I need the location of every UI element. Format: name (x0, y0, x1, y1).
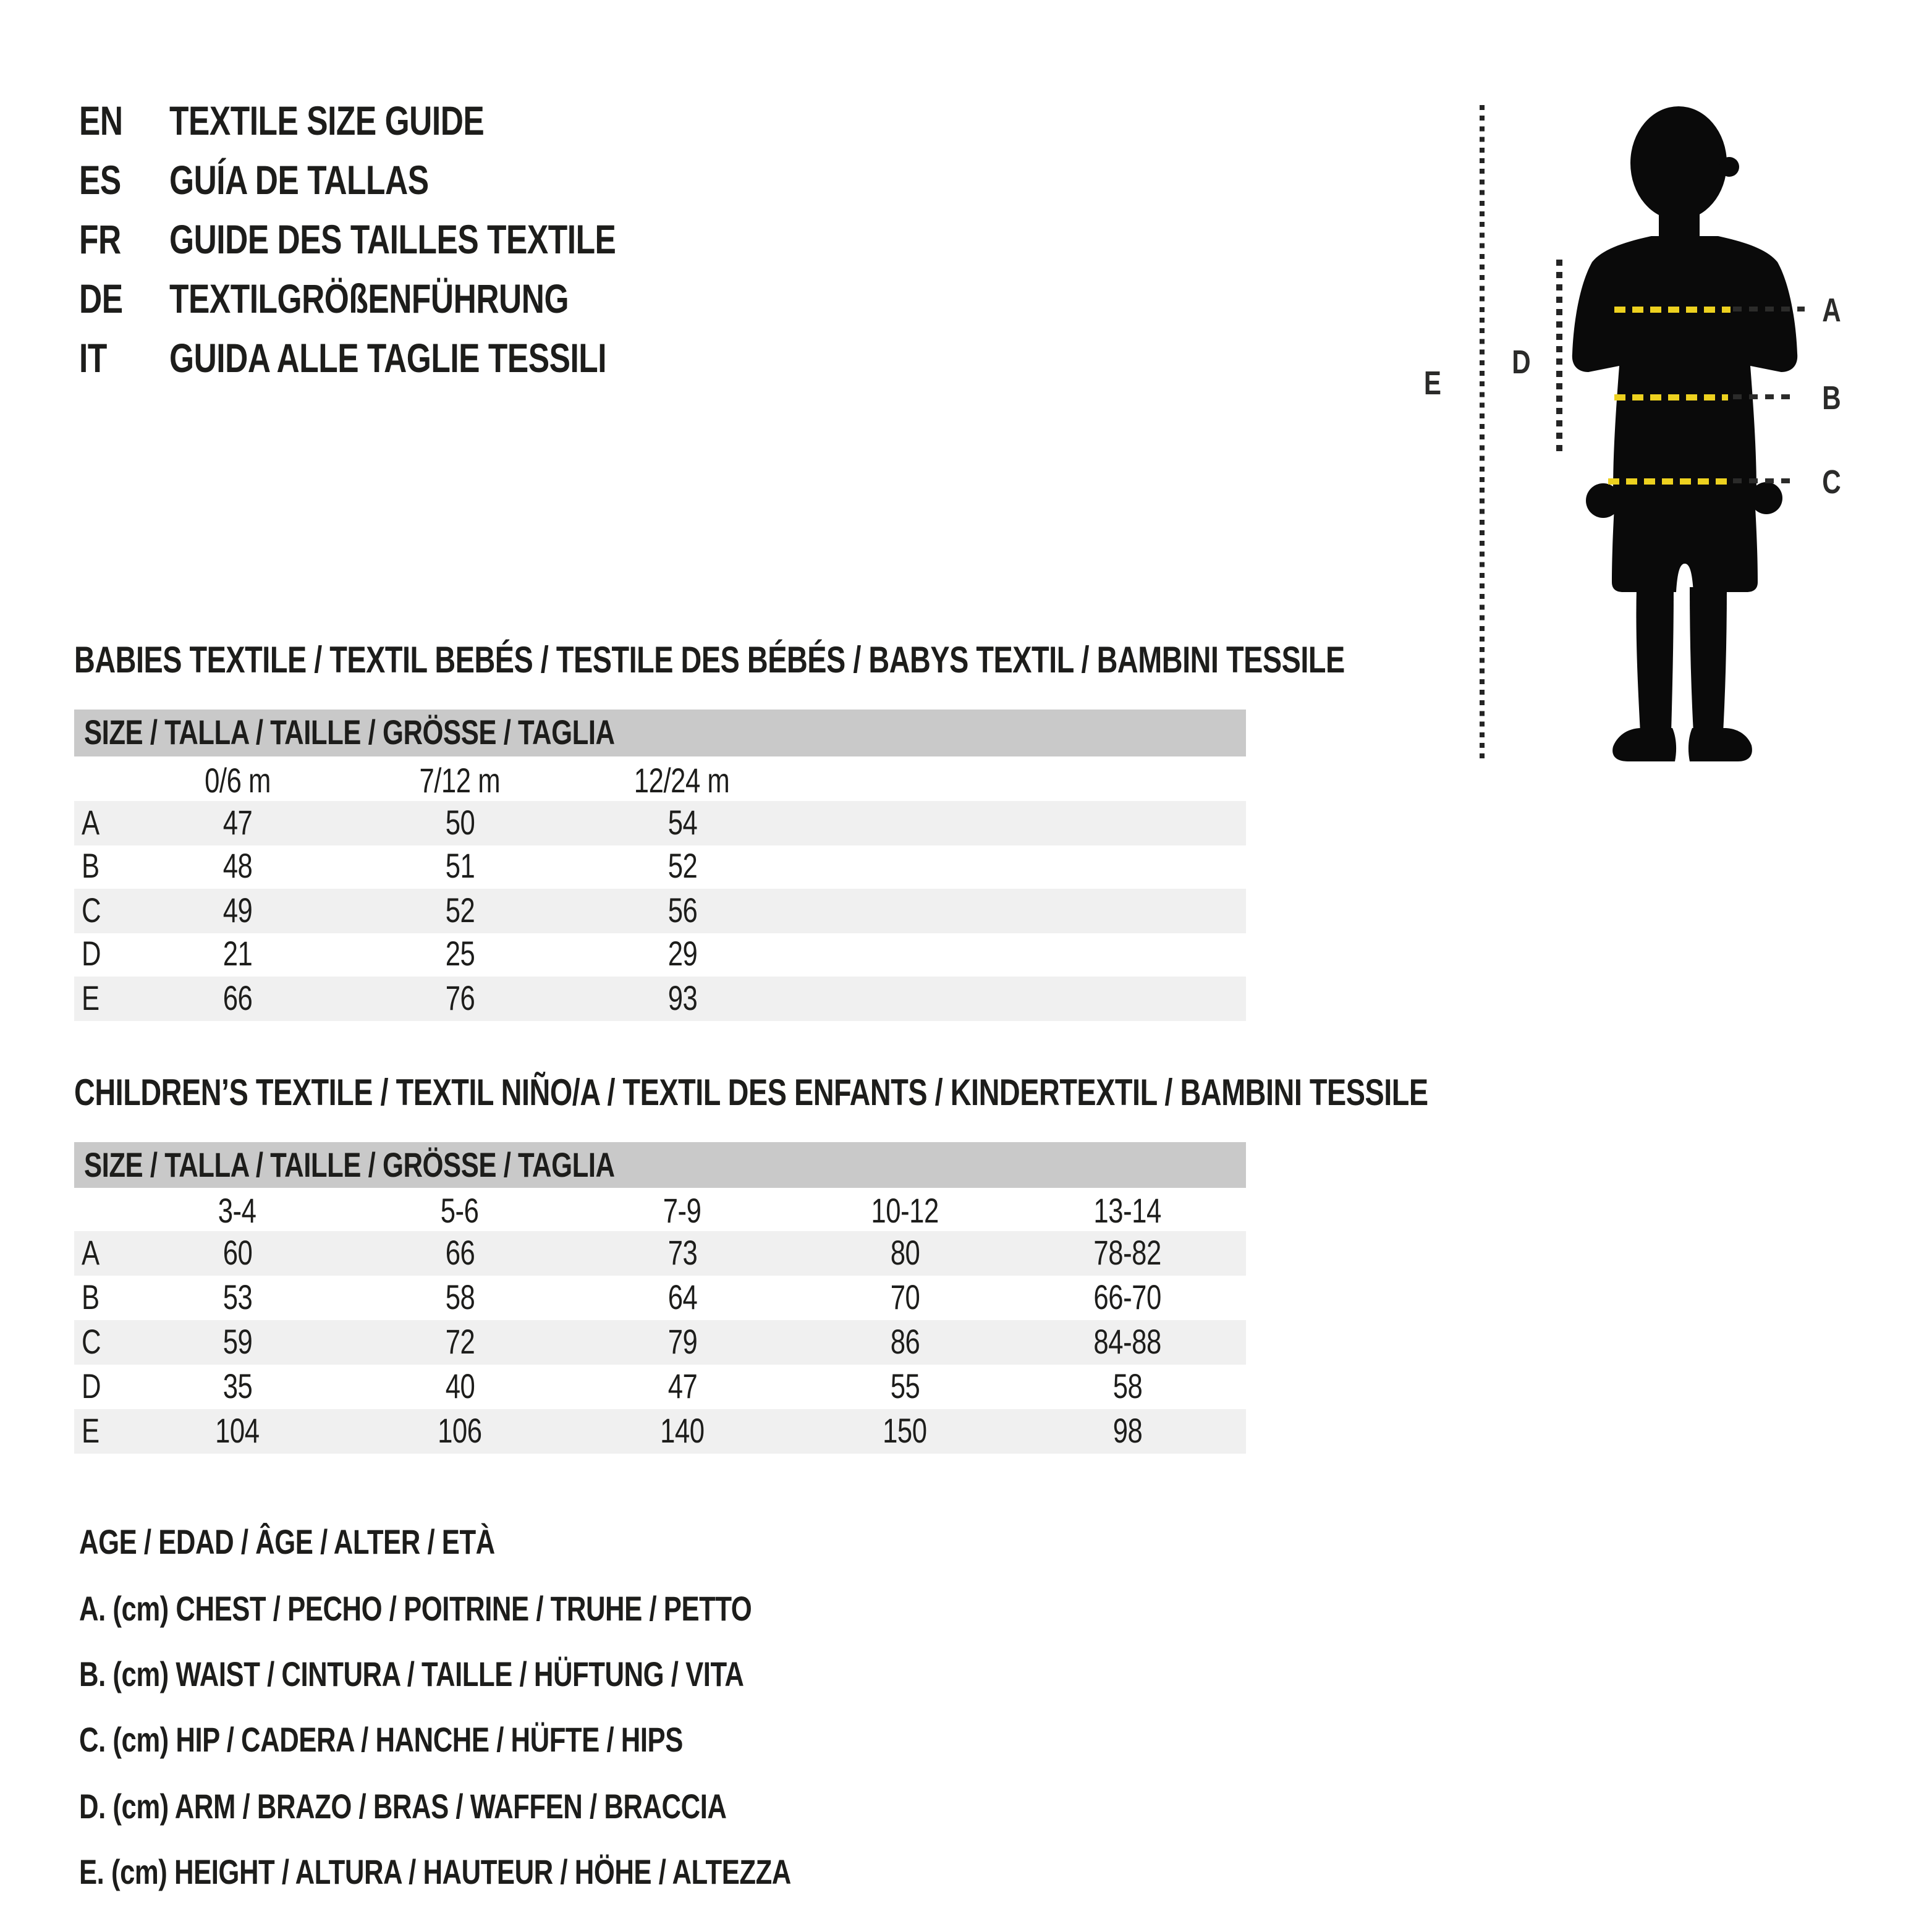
column-header: 3-4 (218, 1192, 256, 1230)
language-row-es (0, 151, 939, 210)
row-label: C (82, 891, 101, 930)
table-cell: 80 (890, 1234, 920, 1272)
table-cell: 140 (660, 1412, 705, 1450)
table-row-a (74, 801, 1246, 845)
language-row-fr (0, 210, 939, 269)
column-header: 7-9 (663, 1192, 701, 1230)
row-label: B (82, 847, 100, 886)
table-cell: 79 (667, 1323, 697, 1361)
legend-line-age: AGE / EDAD / ÂGE / ALTER / ETÀ (79, 1523, 495, 1561)
table-cell: 76 (445, 978, 475, 1017)
table-cell: 21 (222, 934, 252, 973)
measure-label-e: E (1423, 365, 1441, 402)
table-cell: 40 (445, 1367, 475, 1405)
language-code: DE (79, 276, 123, 321)
table-row-d (74, 933, 1246, 977)
language-code: ES (79, 157, 121, 203)
hip-line-yellow-c (1608, 478, 1727, 484)
row-label: A (82, 803, 100, 842)
hip-line-connector-c (1733, 478, 1797, 483)
child-silhouette-image (1570, 105, 1800, 763)
language-code: IT (79, 335, 107, 381)
measure-label-b: B (1822, 379, 1841, 417)
column-header: 7/12 m (419, 761, 501, 800)
table-cell: 66-70 (1093, 1278, 1161, 1316)
table-cell: 66 (222, 978, 252, 1017)
babies-size-table (74, 637, 1345, 1026)
table-cell: 58 (445, 1278, 475, 1316)
legend-line-arm: D. (cm) ARM / BRAZO / BRAS / WAFFEN / BRACCIA (79, 1787, 727, 1826)
table-cell: 66 (445, 1234, 475, 1272)
measure-label-c: C (1822, 464, 1841, 501)
row-label: C (82, 1323, 101, 1361)
table-cell: 25 (445, 934, 475, 973)
table-cell: 86 (890, 1323, 920, 1361)
corner-cell (74, 1190, 126, 1232)
table-cell: 48 (222, 847, 252, 886)
language-code: EN (79, 98, 123, 143)
table-cell: 73 (667, 1234, 697, 1272)
table-cell: 72 (445, 1323, 475, 1361)
table-row-b (74, 1276, 1246, 1320)
table-row-c (74, 1320, 1246, 1365)
babies-table-title: BABIES TEXTILE / TEXTIL BEBÉS / TESTILE DES BÉBÉS / BABYS TEXTIL / BAMBINI TESSILE (74, 640, 1345, 681)
language-code: FR (79, 216, 121, 262)
corner-cell (74, 760, 126, 802)
legend-line-hip: C. (cm) HIP / CADERA / HANCHE / HÜFTE / HIPS (79, 1721, 683, 1759)
table-cell: 106 (438, 1412, 482, 1450)
table-row-c (74, 889, 1246, 933)
table-row-a (74, 1231, 1246, 1276)
size-header-band: SIZE / TALLA / TAILLE / GRÖSSE / TAGLIA (74, 1142, 1246, 1188)
waist-line-connector-b (1733, 394, 1797, 399)
table-cell: 59 (222, 1323, 252, 1361)
column-header-row (74, 760, 1246, 802)
guide-title-fr: GUIDE DES TAILLES TEXTILE (169, 216, 616, 262)
chest-line-connector-a (1733, 307, 1805, 311)
guide-title-de: TEXTILGRÖßENFÜHRUNG (169, 276, 569, 321)
table-cell: 93 (667, 978, 697, 1017)
row-label: A (82, 1234, 100, 1272)
row-label: E (82, 978, 100, 1017)
table-cell: 29 (667, 934, 697, 973)
table-cell: 51 (445, 847, 475, 886)
table-row-b (74, 845, 1246, 889)
children-table-title: CHILDREN’S TEXTILE / TEXTIL NIÑO/A / TEXTIL DES ENFANTS / KINDERTEXTIL / BAMBINI TESSILE (74, 1073, 1428, 1114)
table-cell: 64 (667, 1278, 697, 1316)
table-cell: 98 (1112, 1412, 1142, 1450)
table-cell: 84-88 (1093, 1323, 1161, 1361)
table-cell: 35 (222, 1367, 252, 1405)
measure-label-d: D (1512, 344, 1531, 381)
height-measure-dotted-line-e (1480, 105, 1485, 764)
table-cell: 58 (1112, 1367, 1142, 1405)
table-row-e (74, 977, 1246, 1020)
table-cell: 47 (222, 803, 252, 842)
language-row-it (0, 329, 939, 388)
row-label: D (82, 934, 101, 973)
column-header: 13-14 (1093, 1192, 1161, 1230)
table-cell: 52 (445, 891, 475, 930)
table-cell: 53 (222, 1278, 252, 1316)
table-cell: 104 (215, 1412, 260, 1450)
table-cell: 47 (667, 1367, 697, 1405)
legend-line-chest: A. (cm) CHEST / PECHO / POITRINE / TRUHE / PETTO (79, 1590, 752, 1628)
column-header: 0/6 m (204, 761, 271, 800)
table-cell: 150 (883, 1412, 927, 1450)
guide-title-es: GUÍA DE TALLAS (169, 157, 429, 203)
size-header-band: SIZE / TALLA / TAILLE / GRÖSSE / TAGLIA (74, 710, 1246, 756)
table-cell: 54 (667, 803, 697, 842)
chest-line-yellow-a (1614, 307, 1731, 312)
column-header: 5-6 (441, 1192, 479, 1230)
table-cell: 60 (222, 1234, 252, 1272)
measure-label-a: A (1822, 292, 1841, 329)
column-header: 10-12 (871, 1192, 939, 1230)
children-size-table (74, 1069, 1428, 1459)
legend-line-height: E. (cm) HEIGHT / ALTURA / HAUTEUR / HÖHE / ALTEZZA (79, 1853, 791, 1891)
row-label: B (82, 1278, 100, 1316)
table-row-e (74, 1409, 1246, 1454)
language-row-en (0, 91, 939, 151)
column-header-row (74, 1190, 1246, 1232)
table-row-d (74, 1365, 1246, 1409)
guide-title-it: GUIDA ALLE TAGLIE TESSILI (169, 335, 607, 381)
table-cell: 49 (222, 891, 252, 930)
table-cell: 50 (445, 803, 475, 842)
legend-line-waist: B. (cm) WAIST / CINTURA / TAILLE / HÜFTUNG / VITA (79, 1655, 744, 1693)
row-label: D (82, 1367, 101, 1405)
table-cell: 52 (667, 847, 697, 886)
table-cell: 70 (890, 1278, 920, 1316)
arm-measure-dotted-line-d (1556, 260, 1562, 457)
row-label: E (82, 1412, 100, 1450)
waist-line-yellow-b (1614, 394, 1728, 400)
guide-title-en: TEXTILE SIZE GUIDE (169, 98, 485, 143)
table-cell: 56 (667, 891, 697, 930)
table-cell: 78-82 (1093, 1234, 1161, 1272)
language-row-de (0, 269, 939, 329)
table-cell: 55 (890, 1367, 920, 1405)
column-header: 12/24 m (634, 761, 731, 800)
